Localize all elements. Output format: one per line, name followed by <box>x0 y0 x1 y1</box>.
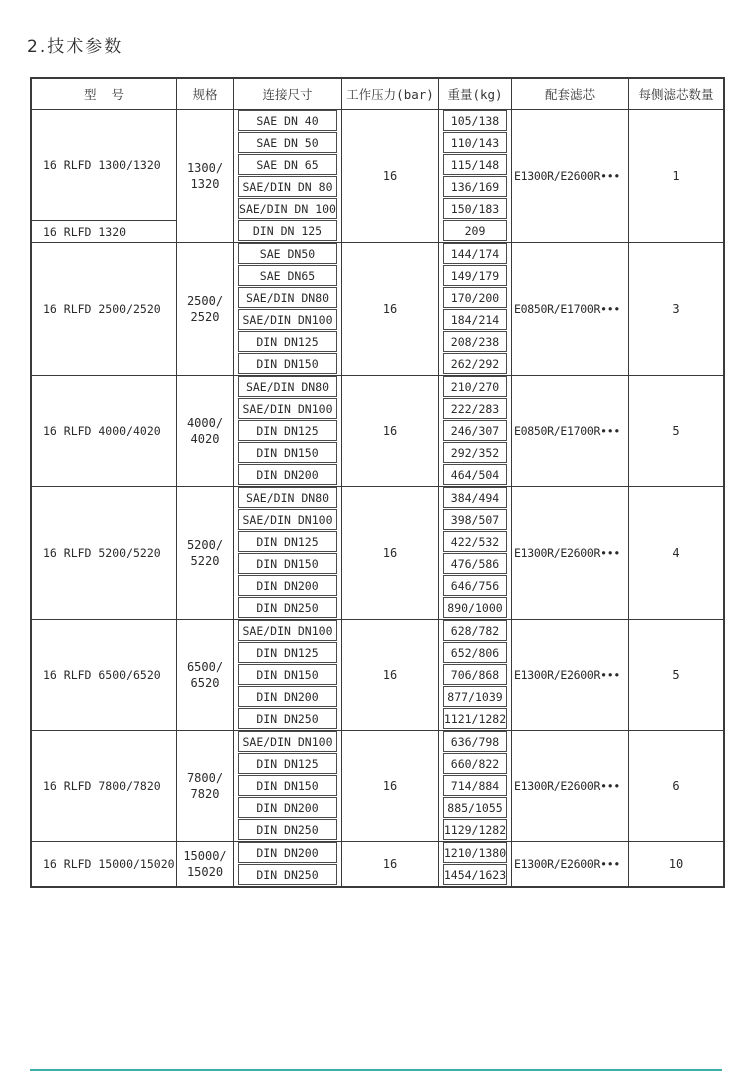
weight-cell: 136/169 <box>443 176 507 197</box>
header-cell: 型 号 <box>32 79 177 109</box>
pressure-cell: 16 <box>342 243 439 375</box>
model-cell: 16 RLFD 15000/15020 <box>43 857 175 871</box>
pressure-cell: 16 <box>342 842 439 886</box>
count-cell: 1 <box>672 169 680 183</box>
weight-cell: 422/532 <box>443 531 507 552</box>
weight-cell: 1129/1282 <box>443 819 507 840</box>
connection-cell: DIN DN200 <box>238 842 337 863</box>
header-cell: 连接尺寸 <box>234 79 342 109</box>
connection-cell: DIN DN200 <box>238 797 337 818</box>
spec-line: 6520 <box>190 676 220 690</box>
model-cell: 16 RLFD 1320 <box>32 220 176 242</box>
connection-column <box>234 731 342 841</box>
connection-cell: DIN DN125 <box>238 331 337 352</box>
weight-cell: 652/806 <box>443 642 507 663</box>
weight-cell: 636/798 <box>443 731 507 752</box>
connection-cell: SAE DN 50 <box>238 132 337 153</box>
connection-cell: DIN DN250 <box>238 864 337 885</box>
table-section <box>32 841 723 886</box>
model-cell: 16 RLFD 2500/2520 <box>43 302 161 316</box>
connection-cell: DIN DN150 <box>238 353 337 374</box>
spec-line: 1300/ <box>186 161 224 175</box>
weight-cell: 885/1055 <box>443 797 507 818</box>
weight-cell: 714/884 <box>443 775 507 796</box>
weight-cell: 646/756 <box>443 575 507 596</box>
connection-cell: SAE/DIN DN100 <box>238 309 337 330</box>
spec-line: 7800/ <box>186 771 224 785</box>
header-cell: 规格 <box>177 79 234 109</box>
connection-cell: SAE/DIN DN80 <box>238 487 337 508</box>
filter-cell: E1300R/E2600R••• <box>512 731 629 841</box>
connection-column <box>234 620 342 730</box>
table-section <box>32 242 723 375</box>
spec-line: 4000/ <box>186 416 224 430</box>
connection-column <box>234 842 342 886</box>
weight-cell: 398/507 <box>443 509 507 530</box>
weight-column <box>439 110 512 242</box>
connection-cell: SAE/DIN DN80 <box>238 376 337 397</box>
table-header-row <box>32 79 723 110</box>
filter-cell: E0850R/E1700R••• <box>512 376 629 486</box>
model-column <box>32 620 177 730</box>
connection-cell: DIN DN150 <box>238 442 337 463</box>
connection-cell: SAE/DIN DN100 <box>238 398 337 419</box>
connection-cell: SAE DN65 <box>238 265 337 286</box>
page-title: 2.技术参数 <box>27 37 124 57</box>
count-cell: 5 <box>672 668 680 682</box>
spec-cell <box>177 110 234 242</box>
connection-column <box>234 243 342 375</box>
spec-cell <box>177 620 234 730</box>
connection-cell: SAE/DIN DN 80 <box>238 176 337 197</box>
weight-cell: 222/283 <box>443 398 507 419</box>
connection-cell: SAE DN50 <box>238 243 337 264</box>
connection-cell: SAE DN 40 <box>238 110 337 131</box>
weight-cell: 184/214 <box>443 309 507 330</box>
connection-cell: DIN DN125 <box>238 531 337 552</box>
model-cell: 16 RLFD 5200/5220 <box>43 546 161 560</box>
connection-cell: DIN DN150 <box>238 775 337 796</box>
weight-cell: 208/238 <box>443 331 507 352</box>
pressure-cell: 16 <box>342 487 439 619</box>
count-cell: 3 <box>672 302 680 316</box>
connection-column <box>234 376 342 486</box>
header-cell: 重量(kg) <box>439 79 512 109</box>
pressure-cell: 16 <box>342 110 439 242</box>
model-column <box>32 110 177 242</box>
spec-cell <box>177 731 234 841</box>
filter-cell: E1300R/E2600R••• <box>512 842 629 886</box>
connection-cell: DIN DN125 <box>238 420 337 441</box>
weight-cell: 890/1000 <box>443 597 507 618</box>
header-cell: 每侧滤芯数量 <box>638 87 714 102</box>
weight-column <box>439 731 512 841</box>
spec-line: 6500/ <box>186 660 224 674</box>
weight-cell: 150/183 <box>443 198 507 219</box>
filter-cell: E1300R/E2600R••• <box>512 487 629 619</box>
weight-cell: 210/270 <box>443 376 507 397</box>
weight-cell: 384/494 <box>443 487 507 508</box>
spec-cell <box>177 243 234 375</box>
connection-cell: DIN DN200 <box>238 464 337 485</box>
weight-column <box>439 487 512 619</box>
footer-accent-line <box>30 1069 722 1071</box>
spec-line: 15020 <box>186 865 224 879</box>
weight-cell: 149/179 <box>443 265 507 286</box>
spec-cell <box>177 376 234 486</box>
connection-cell: DIN DN200 <box>238 686 337 707</box>
table-section <box>32 375 723 486</box>
weight-cell: 660/822 <box>443 753 507 774</box>
filter-cell: E1300R/E2600R••• <box>512 620 629 730</box>
model-column <box>32 842 177 886</box>
connection-cell: SAE/DIN DN 100 <box>238 198 337 219</box>
spec-line: 2520 <box>190 310 220 324</box>
weight-cell: 262/292 <box>443 353 507 374</box>
pressure-cell: 16 <box>342 376 439 486</box>
count-cell: 6 <box>672 779 680 793</box>
weight-column <box>439 243 512 375</box>
model-column <box>32 376 177 486</box>
spec-line: 1320 <box>190 177 220 191</box>
connection-cell: DIN DN250 <box>238 819 337 840</box>
count-cell: 5 <box>672 424 680 438</box>
weight-cell: 1210/1380 <box>443 842 507 863</box>
model-column <box>32 243 177 375</box>
model-column <box>32 731 177 841</box>
spec-line: 7820 <box>190 787 220 801</box>
model-cell: 16 RLFD 6500/6520 <box>43 668 161 682</box>
model-cell: 16 RLFD 1300/1320 <box>43 158 161 172</box>
weight-cell: 1121/1282 <box>443 708 507 729</box>
spec-line: 5200/ <box>186 538 224 552</box>
model-cell: 16 RLFD 7800/7820 <box>43 779 161 793</box>
spec-line: 2500/ <box>186 294 224 308</box>
connection-cell: DIN DN 125 <box>238 220 337 241</box>
spec-line: 4020 <box>190 432 220 446</box>
pressure-cell: 16 <box>342 731 439 841</box>
connection-cell: SAE DN 65 <box>238 154 337 175</box>
connection-cell: SAE/DIN DN100 <box>238 620 337 641</box>
table-section <box>32 730 723 841</box>
weight-cell: 105/138 <box>443 110 507 131</box>
table-section <box>32 110 723 242</box>
filter-cell: E1300R/E2600R••• <box>512 110 629 242</box>
connection-cell: DIN DN250 <box>238 708 337 729</box>
weight-cell: 292/352 <box>443 442 507 463</box>
table-section <box>32 486 723 619</box>
weight-cell: 1454/1623 <box>443 864 507 885</box>
connection-cell: DIN DN250 <box>238 597 337 618</box>
header-cell: 配套滤芯 <box>512 79 629 109</box>
weight-cell: 464/504 <box>443 464 507 485</box>
model-column <box>32 487 177 619</box>
connection-cell: SAE/DIN DN80 <box>238 287 337 308</box>
table-section <box>32 619 723 730</box>
weight-cell: 209 <box>443 220 507 241</box>
spec-table <box>30 77 725 888</box>
weight-cell: 246/307 <box>443 420 507 441</box>
spec-cell <box>177 487 234 619</box>
weight-cell: 877/1039 <box>443 686 507 707</box>
connection-cell: DIN DN200 <box>238 575 337 596</box>
connection-cell: DIN DN150 <box>238 553 337 574</box>
count-cell: 10 <box>668 857 684 871</box>
connection-cell: SAE/DIN DN100 <box>238 509 337 530</box>
filter-cell: E0850R/E1700R••• <box>512 243 629 375</box>
header-cell: 工作压力(bar) <box>342 79 439 109</box>
count-cell: 4 <box>672 546 680 560</box>
weight-column <box>439 376 512 486</box>
weight-column <box>439 620 512 730</box>
pressure-cell: 16 <box>342 620 439 730</box>
spec-line: 15000/ <box>183 849 227 863</box>
connection-column <box>234 487 342 619</box>
weight-cell: 110/143 <box>443 132 507 153</box>
weight-cell: 628/782 <box>443 620 507 641</box>
connection-cell: DIN DN125 <box>238 642 337 663</box>
weight-cell: 170/200 <box>443 287 507 308</box>
connection-cell: DIN DN125 <box>238 753 337 774</box>
weight-cell: 144/174 <box>443 243 507 264</box>
weight-column <box>439 842 512 886</box>
connection-cell: DIN DN150 <box>238 664 337 685</box>
spec-line: 5220 <box>190 554 220 568</box>
weight-cell: 476/586 <box>443 553 507 574</box>
weight-cell: 706/868 <box>443 664 507 685</box>
weight-cell: 115/148 <box>443 154 507 175</box>
connection-column <box>234 110 342 242</box>
spec-cell <box>177 842 234 886</box>
connection-cell: SAE/DIN DN100 <box>238 731 337 752</box>
model-cell: 16 RLFD 4000/4020 <box>43 424 161 438</box>
